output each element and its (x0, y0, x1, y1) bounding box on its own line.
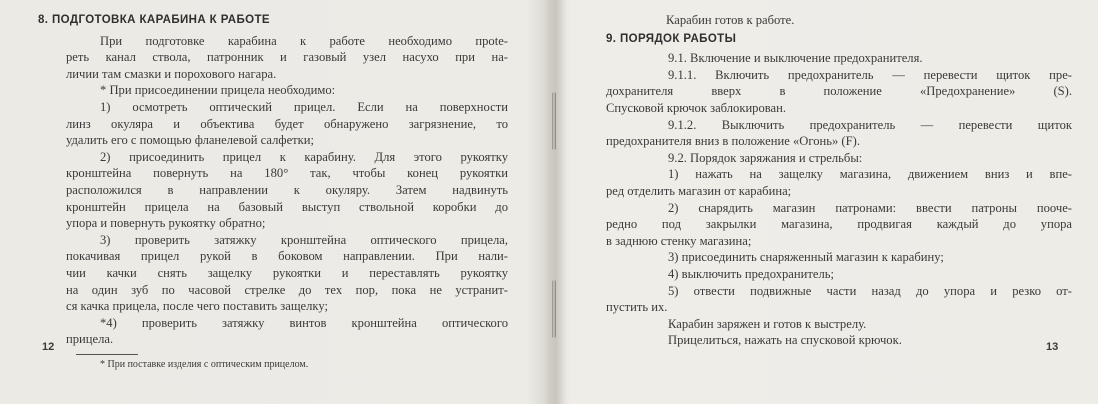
text-line: прицела. (66, 332, 114, 347)
text-line: 9.1.1. Включить предохранитель — перевести щиток пре- (668, 67, 1072, 82)
right-page (606, 0, 1072, 349)
text-line: Прицелиться, нажать на спусковой крючок. (668, 333, 902, 348)
text-line: пустить их. (606, 300, 668, 315)
text-line: Карабин заряжен и готов к выстрелу. (668, 316, 867, 331)
text-line: кронштейна повернуть на 180° так, чтобы конец рукоятки (66, 166, 508, 181)
text-line: чии качки снять защелку рукоятки и переставлять рукоятку (66, 265, 508, 280)
text-line: 9.1.2. Выключить предохранитель — перевести щиток (668, 117, 1072, 132)
text-line: кронштейн прицела на базовый выступ ствольной коробки до (66, 199, 508, 214)
footnote-rule (76, 354, 138, 355)
footnote: * При поставке изделия с оптическим прицелом. (100, 358, 309, 370)
text-line: 1) осмотреть оптический прицел. Если на поверхности (100, 99, 508, 114)
text-line: линз окуляра и объектива будет обнаружено загрязнение, то (66, 116, 508, 131)
staple-top (552, 92, 556, 150)
text-line: удалить его с помощью фланелевой салфетки; (66, 133, 315, 148)
text-line: упора и повернуть рукоятку обратно; (66, 216, 266, 231)
text-line: 5) отвести подвижные части назад до упора и резко от- (668, 283, 1072, 298)
book-gutter (544, 0, 566, 404)
text-line: редно под закрылки магазина, продвигая каждый до упора (606, 217, 1072, 232)
section-heading-8: 8. ПОДГОТОВКА КАРАБИНА К РАБОТЕ (38, 14, 270, 26)
text-line: предохранителя вниз в положение «Огонь» (F). (606, 134, 860, 149)
page-number-right: 13 (1046, 341, 1059, 353)
text-line: 9.2. Порядок заряжания и стрельбы: (668, 150, 863, 165)
text-line: 3) присоединить снаряженный магазин к карабину; (668, 250, 944, 265)
text-line: расположился в направлении к окуляру. Затем надвинуть (66, 182, 508, 197)
staple-bottom (552, 280, 556, 338)
text-line: ся качка прицела, после чего поставить защелку; (66, 299, 328, 314)
section-heading-9: 9. ПОРЯДОК РАБОТЫ (606, 32, 737, 45)
text-line: дохранителя вверх в положение «Предохранение» (S). (606, 84, 1072, 99)
text-line: ред отделить магазин от карабина; (606, 183, 792, 198)
text-line: 1) нажать на защелку магазина, движением вниз и впе- (668, 167, 1072, 182)
text-line: 4) выключить предохранитель; (668, 266, 834, 281)
text-line: При подготовке карабина к работе необходимо прote- (100, 33, 508, 48)
text-line: 3) проверить затяжку кронштейна оптического прицела, (100, 232, 508, 247)
text-line: Спусковой крючок заблокирован. (606, 100, 787, 115)
text-line: 2) снарядить магазин патронами: ввести патроны пооче- (668, 200, 1072, 215)
right-page-body (606, 12, 1072, 349)
text-line: покачивая прицел рукой в боковом направлении. При нали- (66, 249, 508, 264)
text-line: реть канал ствола, патронник и газовый узел насухо при на- (66, 50, 508, 65)
left-page-body (38, 33, 508, 348)
text-line: на один зуб по часовой стрелке до тех пор, пока не устранит- (66, 282, 508, 297)
text-line: личии там смазки и порохового нагара. (66, 66, 277, 81)
text-line: 2) присоединить прицел к карабину. Для этого рукоятку (100, 149, 508, 164)
page-number-left: 12 (42, 341, 55, 353)
text-line: * При присоединении прицела необходимо: (100, 83, 336, 98)
left-page (38, 0, 508, 371)
text-line: Карабин готов к работе. (666, 13, 795, 27)
text-line: в заднюю стенку магазина; (606, 233, 752, 248)
text-line: 9.1. Включение и выключение предохранителя. (668, 51, 923, 66)
text-line: *4) проверить затяжку винтов кронштейна оптического (100, 315, 508, 330)
